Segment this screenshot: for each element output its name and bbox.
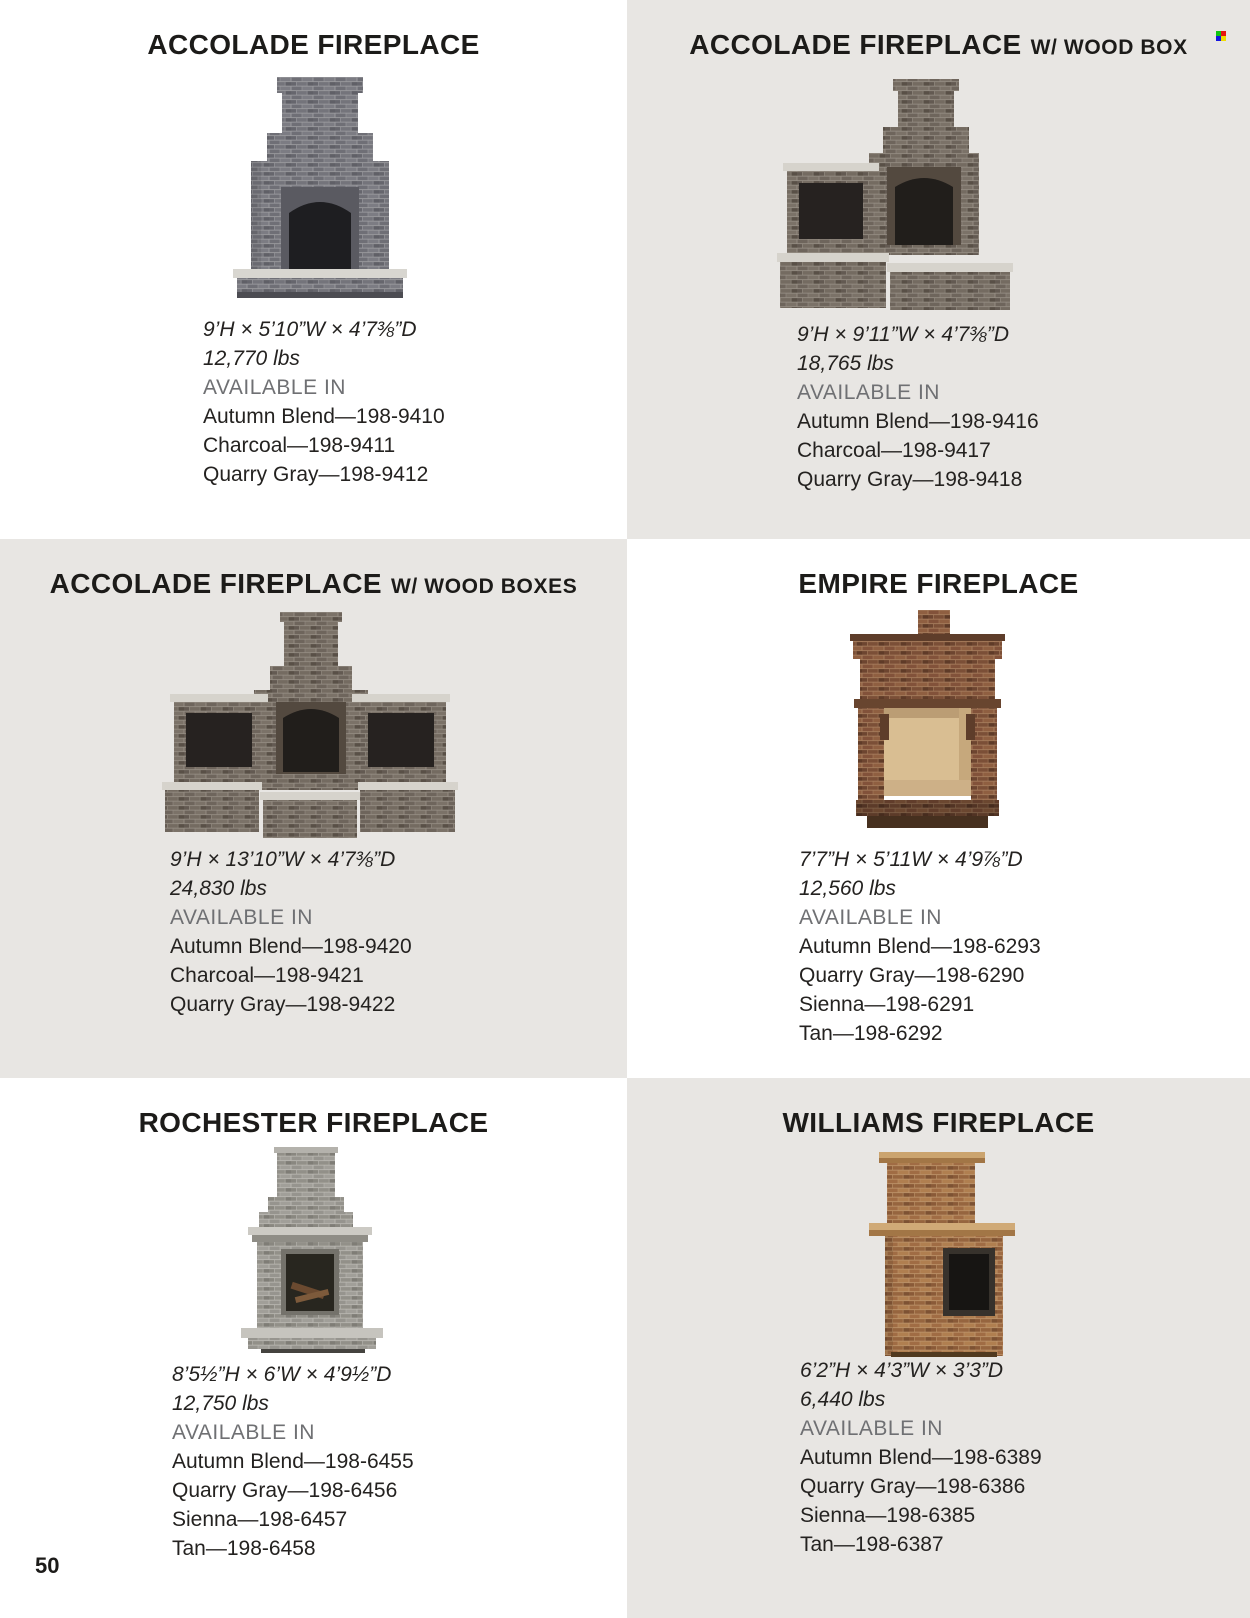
product-title: WILLIAMS FIREPLACE <box>782 1107 1095 1138</box>
finish-option: Quarry Gray—198-6290 <box>799 964 1025 987</box>
rochester-fireplace-photo <box>225 1147 395 1360</box>
finish-list <box>797 407 1039 494</box>
product-dimensions: 7’7”H × 5’11W × 4’9⅞”D <box>799 848 1023 871</box>
product-title: EMPIRE FIREPLACE <box>798 568 1079 599</box>
product-title: ACCOLADE FIREPLACE W/ WOOD BOX <box>689 29 1188 60</box>
product-card-empire-fireplace <box>627 539 1250 1078</box>
product-weight: 12,560 lbs <box>799 877 896 900</box>
accolade-fireplace-photo <box>225 77 415 300</box>
finish-option: Tan—198-6458 <box>172 1537 316 1560</box>
finish-option: Quarry Gray—198-9418 <box>797 468 1023 491</box>
finish-option: Tan—198-6387 <box>800 1533 944 1556</box>
product-dimensions: 9’H × 13’10”W × 4’7⅜”D <box>170 848 396 871</box>
product-weight: 24,830 lbs <box>170 877 267 900</box>
product-specs <box>170 845 412 1019</box>
finish-option: Charcoal—198-9421 <box>170 964 364 987</box>
product-weight: 12,750 lbs <box>172 1392 269 1415</box>
product-weight: 6,440 lbs <box>800 1388 886 1411</box>
finish-option: Autumn Blend—198-6455 <box>172 1450 414 1473</box>
finish-list <box>172 1447 414 1563</box>
finish-option: Autumn Blend—198-6389 <box>800 1446 1042 1469</box>
product-dimensions: 8’5½”H × 6’W × 4’9½”D <box>172 1363 392 1386</box>
finish-option: Autumn Blend—198-9416 <box>797 410 1039 433</box>
finish-option: Quarry Gray—198-9412 <box>203 463 429 486</box>
finish-option: Charcoal—198-9417 <box>797 439 991 462</box>
finish-option: Quarry Gray—198-9422 <box>170 993 396 1016</box>
empire-fireplace-photo <box>840 610 1015 835</box>
product-title-suffix: W/ WOOD BOXES <box>391 575 578 598</box>
product-specs <box>797 320 1039 494</box>
finish-option: Quarry Gray—198-6456 <box>172 1479 398 1502</box>
finish-option: Autumn Blend—198-6293 <box>799 935 1041 958</box>
available-in-label: AVAILABLE IN <box>800 1417 943 1440</box>
finish-list <box>799 932 1041 1048</box>
accolade-wood-box-photo <box>775 77 1015 313</box>
finish-option: Charcoal—198-9411 <box>203 434 396 457</box>
product-dimensions: 9’H × 5’10”W × 4’7⅜”D <box>203 318 417 341</box>
finish-option: Sienna—198-6457 <box>172 1508 348 1531</box>
product-title-suffix: W/ WOOD BOX <box>1030 36 1188 59</box>
finish-list <box>203 402 445 489</box>
product-dimensions: 9’H × 9’11”W × 4’7⅜”D <box>797 323 1010 346</box>
product-title: ACCOLADE FIREPLACE <box>147 29 480 60</box>
product-card-williams-fireplace <box>627 1078 1250 1618</box>
product-card-accolade-fireplace-w-wood-boxes <box>0 539 627 1078</box>
finish-option: Sienna—198-6291 <box>799 993 975 1016</box>
logo-swatch-yellow <box>1221 36 1226 41</box>
available-in-label: AVAILABLE IN <box>799 906 942 929</box>
product-specs <box>800 1356 1042 1559</box>
available-in-label: AVAILABLE IN <box>203 376 346 399</box>
product-card-accolade-fireplace <box>0 0 627 539</box>
product-dimensions: 6’2”H × 4’3”W × 3’3”D <box>800 1359 1004 1382</box>
accolade-wood-boxes-photo <box>162 612 458 843</box>
product-weight: 12,770 lbs <box>203 347 300 370</box>
finish-option: Autumn Blend—198-9410 <box>203 405 445 428</box>
williams-fireplace-photo <box>865 1152 1020 1363</box>
product-title: ROCHESTER FIREPLACE <box>138 1107 489 1138</box>
product-title: ACCOLADE FIREPLACE W/ WOOD BOXES <box>49 568 578 599</box>
product-specs <box>172 1360 414 1563</box>
product-card-rochester-fireplace <box>0 1078 627 1618</box>
product-card-accolade-fireplace-w-wood-box <box>627 0 1250 539</box>
finish-option: Tan—198-6292 <box>799 1022 943 1045</box>
available-in-label: AVAILABLE IN <box>170 906 313 929</box>
finish-list <box>800 1443 1042 1559</box>
available-in-label: AVAILABLE IN <box>797 381 940 404</box>
finish-option: Quarry Gray—198-6386 <box>800 1475 1026 1498</box>
available-in-label: AVAILABLE IN <box>172 1421 315 1444</box>
finish-option: Sienna—198-6385 <box>800 1504 976 1527</box>
brand-color-mark <box>1216 31 1226 41</box>
product-specs <box>799 845 1041 1048</box>
product-specs <box>203 315 445 489</box>
finish-option: Autumn Blend—198-9420 <box>170 935 412 958</box>
page-number: 50 <box>35 1553 60 1578</box>
finish-list <box>170 932 412 1019</box>
product-weight: 18,765 lbs <box>797 352 894 375</box>
